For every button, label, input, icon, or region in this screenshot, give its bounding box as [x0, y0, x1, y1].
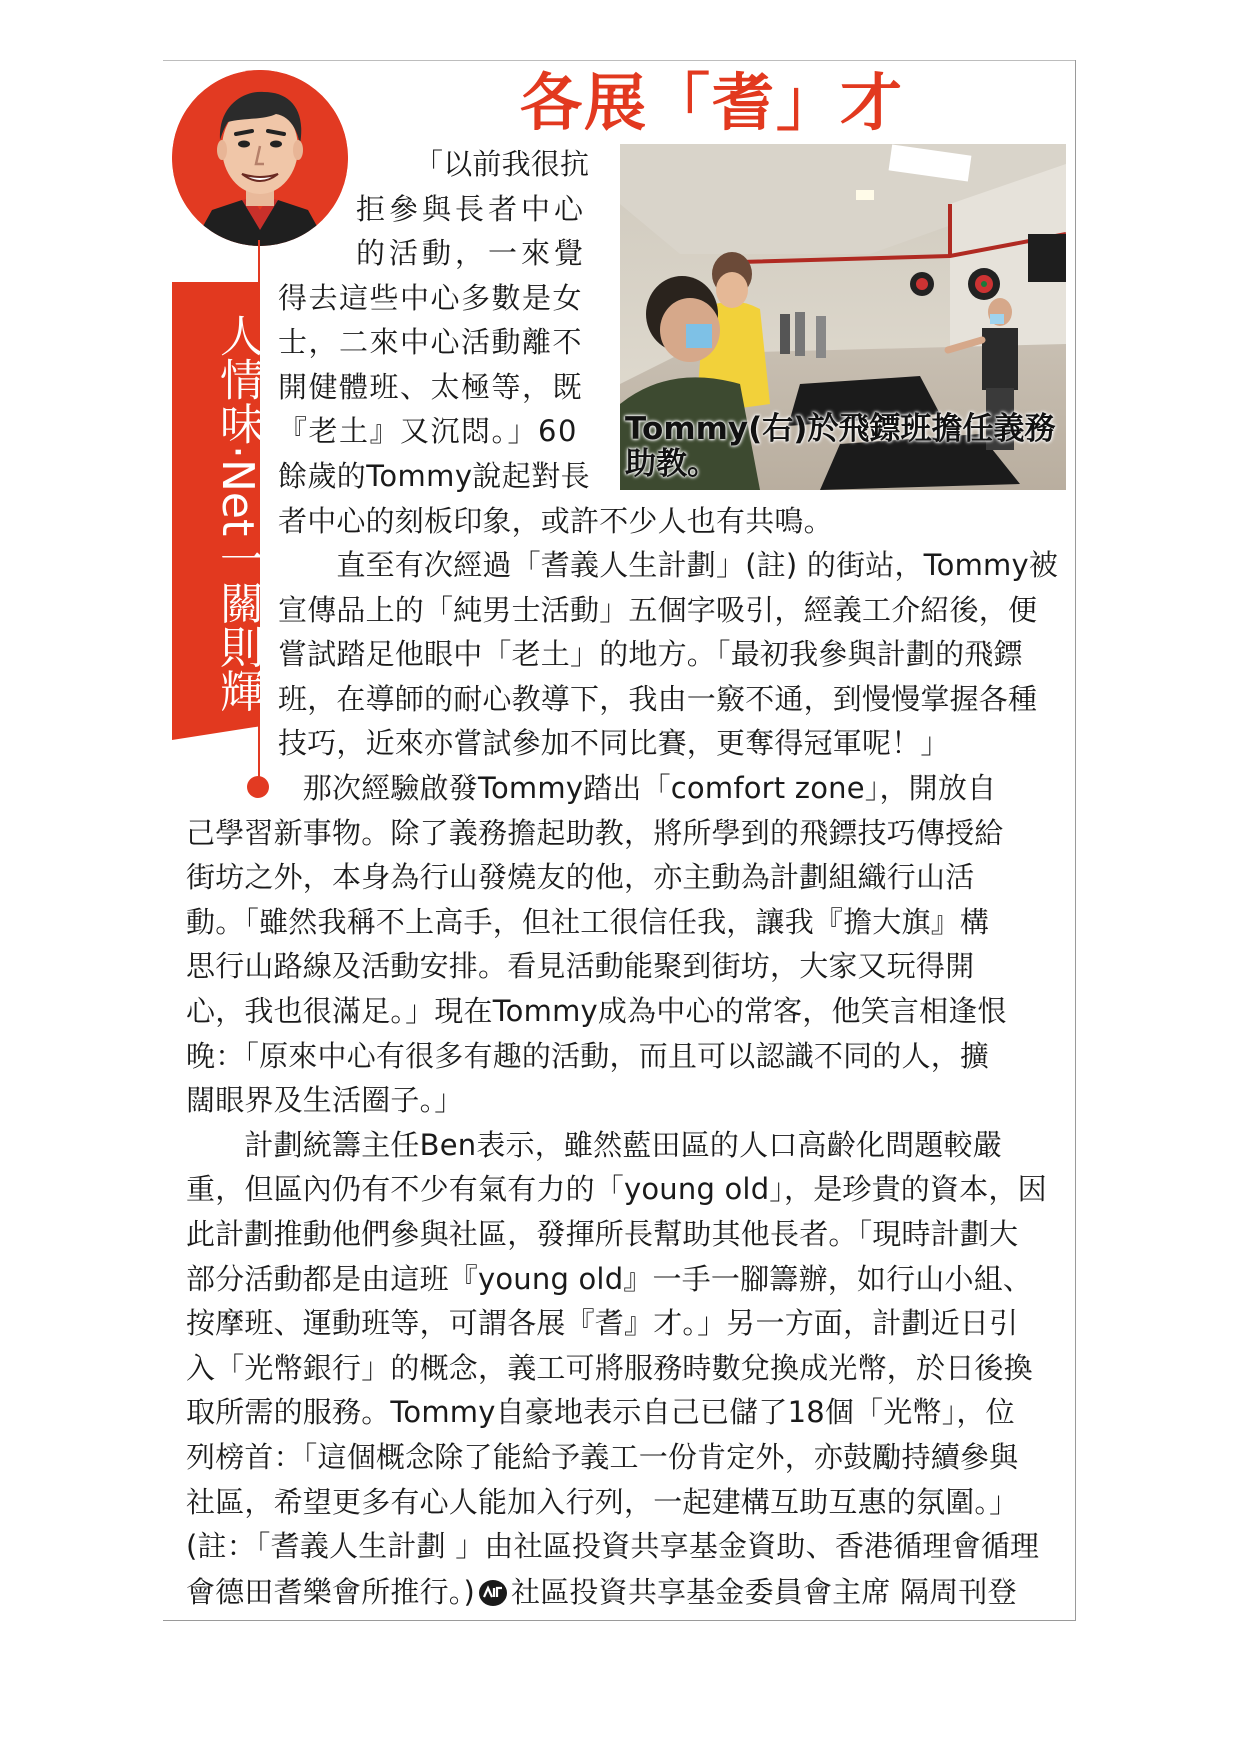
wrap-line-2: 拒參與長者中心 — [356, 192, 588, 226]
body-line-2: 己學習新事物。除了義務擔起助教，將所學到的飛鏢技巧傳授給 — [186, 815, 1004, 850]
body-line-1: 那次經驗啟發Tommy踏出「comfort zone」，開放自 — [186, 771, 997, 805]
frame-bottom-rule — [163, 1620, 1076, 1621]
body-line-18: (註：「耆義人生計劃 」由社區投資共享基金資助、香港循理會循理 — [186, 1529, 1040, 1564]
last-line — [186, 1570, 1017, 1615]
mid-line-5: 班，在導師的耐心教導下，我由一竅不通，到慢慢掌握各種 — [278, 682, 1038, 716]
body-line-9: 計劃統籌主任Ben表示，雖然藍田區的人口高齡化問題較嚴 — [186, 1127, 1002, 1162]
frame-top-rule — [163, 60, 1076, 61]
body-line-13: 按摩班、運動班等，可謂各展『耆』才。」另一方面，計劃近日引 — [186, 1306, 1019, 1341]
body-line-15: 取所需的服務。Tommy自豪地表示自己已儲了18個「光幣」，位 — [186, 1395, 1015, 1430]
article-headline: 各展「耆」才 — [520, 66, 905, 139]
wrap-line-7: 『老土』又沉悶。」60 — [278, 414, 578, 448]
wrap-line-4: 得去這些中心多數是女 — [278, 281, 584, 315]
last-line-part-a: 會德田耆樂會所推行。) — [186, 1575, 476, 1609]
body-line-6: 心，我也很滿足。」現在Tommy成為中心的常客，他笑言相逢恨 — [186, 994, 1007, 1028]
body-line-7: 晚：「原來中心有很多有趣的活動，而且可以認識不同的人，擴 — [186, 1038, 990, 1073]
mid-line-1: 者中心的刻板印象，或許不少人也有共鳴。 — [278, 504, 833, 538]
body-line-5: 思行山路線及活動安排。看見活動能聚到街坊，大家又玩得開 — [186, 949, 975, 984]
last-line-part-b: 社區投資共享基金委員會主席 隔周刊登 — [511, 1575, 1017, 1609]
body-line-8: 闊眼界及生活圈子。」 — [186, 1083, 464, 1118]
body-line-17: 社區，希望更多有心人能加入行列，一起建構互助互惠的氛圍。」 — [186, 1484, 1019, 1519]
body-line-11: 此計劃推動他們參與社區，發揮所長幫助其他長者。「現時計劃大 — [186, 1217, 1019, 1251]
mid-line-4: 嘗試踏足他眼中「老土」的地方。「最初我參與計劃的飛鏢 — [278, 637, 1023, 671]
mid-line-2: 直至有次經過「耆義人生計劃」(註) 的街站，Tommy被 — [278, 548, 1059, 582]
mid-line-3: 宣傳品上的「純男士活動」五個字吸引，經義工介紹後，便 — [278, 593, 1038, 627]
frame-right-rule — [1075, 60, 1076, 1620]
wrap-line-8: 餘歲的Tommy說起對長 — [278, 459, 590, 493]
ciif-logo-icon — [478, 1575, 508, 1603]
photo-caption: Tommy(右)於飛鏢班擔任義務助教。 — [625, 411, 1056, 482]
body-line-16: 列榜首：「這個概念除了能給予義工一份肯定外，亦鼓勵持續參與 — [186, 1440, 1019, 1474]
body-line-3: 街坊之外，本身為行山發燒友的他，亦主動為計劃組織行山活 — [186, 860, 975, 895]
column-name: 人情味·Net一關則輝 — [212, 313, 263, 713]
body-line-10: 重，但區內仍有不少有氣有力的「young old」，是珍貴的資本，因 — [186, 1172, 1047, 1207]
wrap-line-1: 「以前我很抗 — [414, 147, 590, 181]
wrap-line-5: 士，二來中心活動離不 — [278, 325, 584, 359]
mid-line-6: 技巧，近來亦嘗試參加不同比賽，更奪得冠軍呢！」 — [278, 726, 950, 760]
author-portrait-icon — [172, 70, 348, 246]
wrap-line-6: 開健體班、太極等，既 — [278, 370, 584, 404]
body-line-12: 部分活動都是由這班『young old』一手一腳籌辦，如行山小組、 — [186, 1261, 1033, 1296]
body-line-14: 入「光幣銀行」的概念，義工可將服務時數兌換成光幣，於日後換 — [186, 1350, 1033, 1385]
body-line-4: 動。「雖然我稱不上高手，但社工很信任我，讓我『擔大旗』構 — [186, 904, 990, 939]
wrap-line-3: 的活動，一來覺 — [356, 236, 588, 270]
